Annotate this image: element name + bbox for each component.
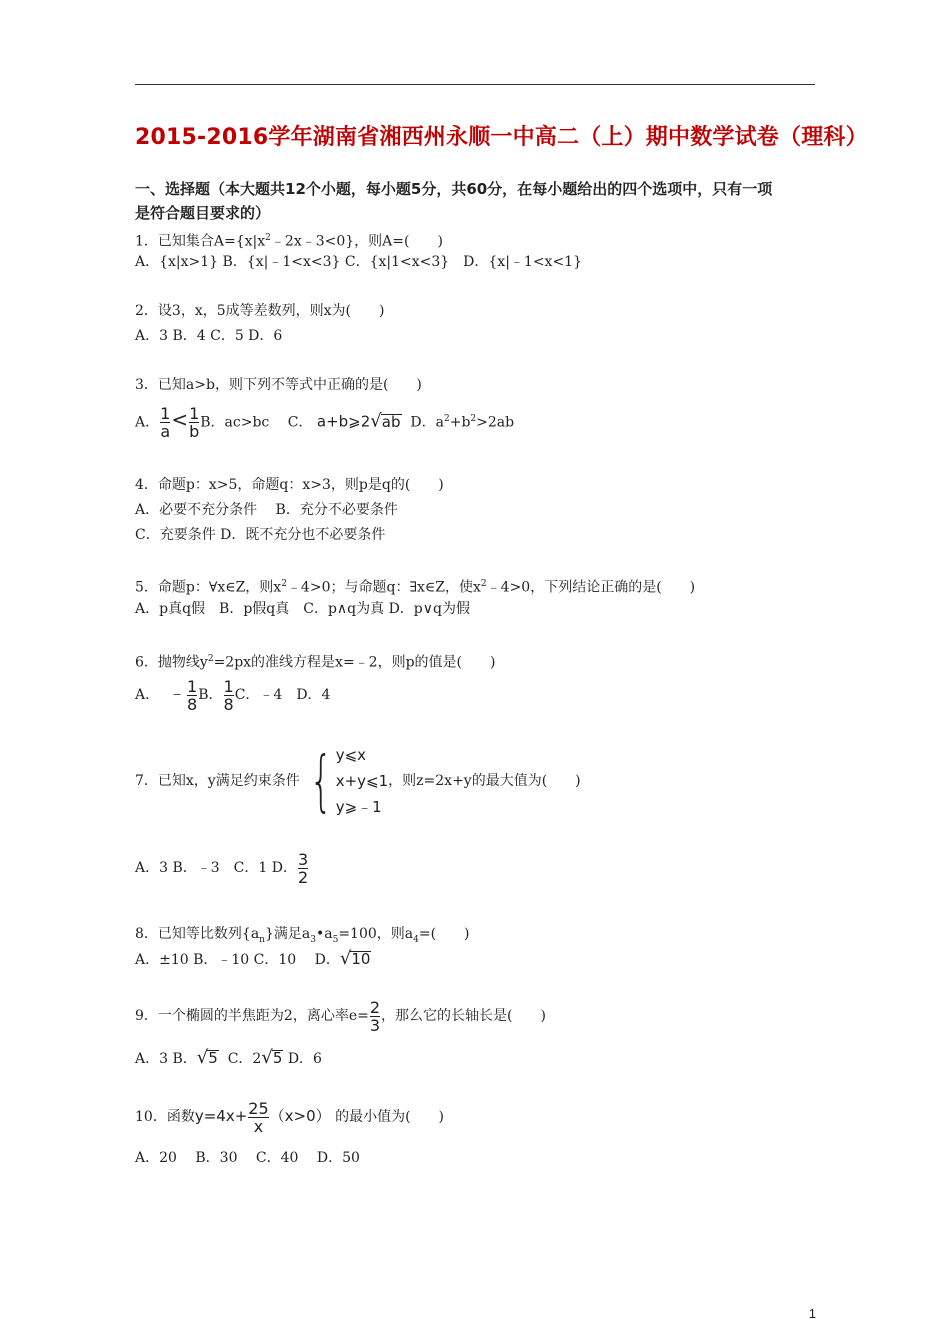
superscript: 2 — [480, 579, 487, 589]
subscript: 5 — [332, 934, 339, 945]
fraction — [248, 1100, 268, 1135]
question-7-stem — [135, 742, 581, 820]
denominator: a — [160, 422, 171, 442]
option-text: D．a — [410, 414, 444, 431]
header-rule — [135, 84, 815, 85]
q5-stem-part: ﹣4>0，下列结论正确的是( ) — [486, 579, 696, 596]
section-heading-line2: 是符合题目要求的） — [135, 204, 271, 222]
option-text: C．2 — [227, 1051, 262, 1067]
option-text: D．6 — [287, 1051, 322, 1067]
denominator: 2 — [297, 867, 309, 887]
question-9-options — [135, 1047, 322, 1070]
question-8-stem — [135, 925, 470, 949]
fraction — [298, 851, 308, 886]
q10-stem-part: 10．函数 — [135, 1109, 195, 1125]
q8-stem-part: =( ) — [418, 926, 470, 942]
fraction — [224, 678, 234, 713]
q5-stem-part: ﹣4>0；与命题q：∃x∈Z，使x — [286, 579, 481, 596]
option-text: >2ab — [476, 414, 515, 431]
question-6-options — [135, 674, 330, 715]
superscript: 2 — [443, 414, 450, 424]
option-label: A． — [135, 414, 160, 431]
math-condition: （x>0） — [269, 1107, 331, 1125]
radical-sign: √ — [370, 410, 382, 432]
question-5-options: A．p真q假 B．p假q真 C．p∧q为真 D．p∨q为假 — [135, 601, 470, 617]
numerator: 1 — [160, 404, 171, 424]
question-10-options: A．20 B．30 C．40 D．50 — [135, 1150, 360, 1166]
option-text: B．ac>bc C． — [200, 414, 313, 431]
numerator: 2 — [369, 997, 381, 1017]
denominator: b — [189, 422, 200, 442]
subscript: 4 — [413, 934, 419, 945]
question-1-options: A．{x|x>1} B．{x|﹣1<x<3} C．{x|1<x<3} D．{x|﹣1<x<1} — [135, 254, 582, 270]
question-4-options-1: A．必要不充分条件 B．充分不必要条件 — [135, 502, 398, 518]
radical-sign: √ — [261, 1047, 273, 1068]
q10-stem-part: 的最小值为( ) — [335, 1109, 445, 1125]
minus-sign: ﹣ — [168, 683, 187, 704]
constraint-row: y⩾﹣1 — [335, 798, 382, 816]
math-expression: y=4x+ — [194, 1107, 248, 1125]
radical-sign: √ — [196, 1047, 209, 1068]
numerator: 1 — [189, 404, 200, 424]
fraction — [370, 999, 380, 1034]
option-text: C．﹣4 D．4 — [234, 687, 331, 703]
q6-stem-part: 6．抛物线y — [135, 654, 208, 671]
subscript: 3 — [310, 934, 316, 945]
q8-stem-part: }满足a — [264, 926, 311, 942]
left-brace: { — [309, 742, 333, 819]
q8-stem-part: •a — [315, 926, 333, 942]
constraint-row: y⩽x — [335, 746, 367, 764]
option-text: A．3 B．﹣3 C．1 D． — [135, 860, 297, 876]
denominator: 8 — [223, 694, 234, 714]
denominator: x — [253, 1116, 264, 1136]
question-6-stem — [135, 650, 495, 672]
question-9-stem — [135, 996, 546, 1036]
constraint-row: x+y⩽1 — [335, 772, 389, 790]
option-label: B． — [198, 687, 223, 703]
question-3-stem: 3．已知a>b，则下列不等式中正确的是( ) — [135, 377, 422, 393]
superscript: 2 — [265, 233, 271, 243]
numerator: 1 — [223, 676, 234, 696]
question-1-stem — [135, 229, 443, 251]
radicand: ab — [381, 412, 401, 431]
option-label: A． — [135, 687, 160, 703]
q8-stem-part: 8．已知等比数列{a — [135, 926, 260, 942]
constraint-rows — [336, 742, 388, 820]
constraint-system — [300, 742, 388, 820]
question-4-options-2: C．充要条件 D．既不充分也不必要条件 — [135, 527, 386, 543]
q5-stem-part: 5．命题p：∀x∈Z，则x — [135, 579, 282, 596]
numerator: 25 — [248, 1098, 269, 1118]
less-than: < — [171, 407, 189, 432]
denominator: 3 — [369, 1015, 381, 1035]
denominator: 8 — [187, 694, 198, 714]
q7-stem-part: 7．已知x，y满足约束条件 — [135, 773, 300, 789]
option-text: +b — [449, 414, 471, 431]
question-2-options: A．3 B．4 C．5 D．6 — [135, 328, 283, 344]
q9-stem-part: 9．一个椭圆的半焦距为2，离心率e= — [135, 1008, 369, 1024]
fraction — [160, 405, 170, 440]
question-3-options — [135, 399, 514, 443]
radical-sign: √ — [339, 948, 352, 969]
numerator: 3 — [297, 849, 309, 869]
question-4-stem: 4．命题p：x>5，命题q：x>3，则p是q的( ) — [135, 477, 444, 493]
math-expression: a+b⩾2 — [316, 412, 371, 431]
superscript: 2 — [207, 654, 214, 664]
radicand: 5 — [272, 1049, 283, 1067]
q1-stem-part: 1．已知集合A={x|x — [135, 233, 266, 250]
numerator: 1 — [187, 676, 198, 696]
superscript: 2 — [470, 414, 477, 424]
page-number: 1 — [808, 1306, 816, 1321]
radicand: 10 — [351, 950, 371, 968]
q8-stem-part: =100，则a — [338, 926, 414, 942]
page-title: 2015-2016学年湖南省湘西州永顺一中高二（上）期中数学试卷（理科） — [135, 125, 868, 150]
q9-stem-part: ，那么它的长轴长是( ) — [381, 1008, 546, 1024]
question-7-options — [135, 848, 309, 888]
q1-stem-part: ﹣2x﹣3<0}，则A=( ) — [270, 233, 443, 250]
question-10-stem — [135, 1096, 444, 1137]
question-2-stem: 2．设3，x，5成等差数列，则x为( ) — [135, 303, 385, 319]
section-heading-line1: 一、选择题（本大题共12个小题，每小题5分，共60分，在每小题给出的四个选项中，只有一项 — [135, 180, 773, 198]
fraction — [189, 405, 199, 440]
q6-stem-part: =2px的准线方程是x=﹣2，则p的值是( ) — [213, 654, 496, 671]
question-8-options — [135, 948, 371, 971]
q7-stem-part: ，则z=2x+y的最大值为( ) — [388, 773, 581, 789]
question-5-stem — [135, 575, 695, 597]
option-text: A．±10 B．﹣10 C．10 D． — [135, 952, 340, 968]
option-text: A．3 B． — [135, 1051, 197, 1067]
subscript: n — [259, 934, 265, 945]
fraction — [187, 678, 197, 713]
superscript: 2 — [281, 579, 287, 589]
radicand: 5 — [208, 1049, 218, 1067]
